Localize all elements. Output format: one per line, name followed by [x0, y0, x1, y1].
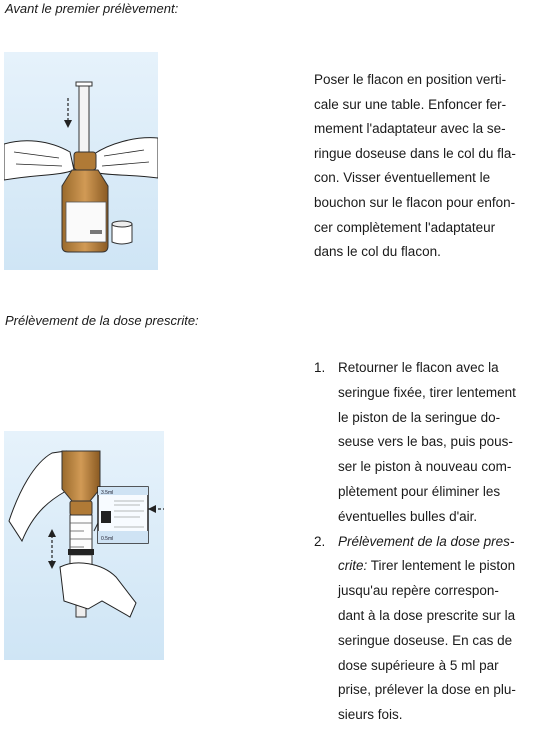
- instruction-paragraph: Poser le flacon en position verti- cale sur une table. Enfoncer fer- mement l'adaptateur avec la se- ringue doseuse dans le col du fla- con. Visser éventuellement le bouchon sur le flacon pour enfon- cer complètement l'adaptateur dans le col du flacon.: [314, 72, 516, 260]
- section-heading-dose: Prélèvement de la dose prescrite:: [5, 313, 199, 328]
- section-heading-first-use: Avant le premier prélèvement:: [5, 1, 179, 16]
- instruction-steps: [314, 356, 540, 728]
- step-2: 2. Prélèvement de la dose pres- crite: Tirer lentement le piston jusqu'au repère correspon- dant à la dose prescrite sur la seringue doseuse. En cas de dose supérieure à 5 ml par prise, prélever la dose en plu- sieurs fois.: [314, 530, 540, 728]
- step-1: 1. Retourner le flacon avec la seringue fixée, tirer lentement le piston de la seringue do- seuse vers le bas, puis pous- ser le piston à nouveau com- plètement pour éliminer les éventuelles bulles d'air.: [314, 356, 540, 530]
- illustration-draw-dose: [4, 431, 164, 660]
- step-number: 1.: [314, 360, 326, 375]
- step-number: 2.: [314, 533, 326, 549]
- illustration-insert-adapter: [4, 52, 158, 270]
- scale-bottom-mark: 0.5ml: [101, 536, 114, 542]
- scale-top-mark: 3.5ml: [101, 490, 114, 496]
